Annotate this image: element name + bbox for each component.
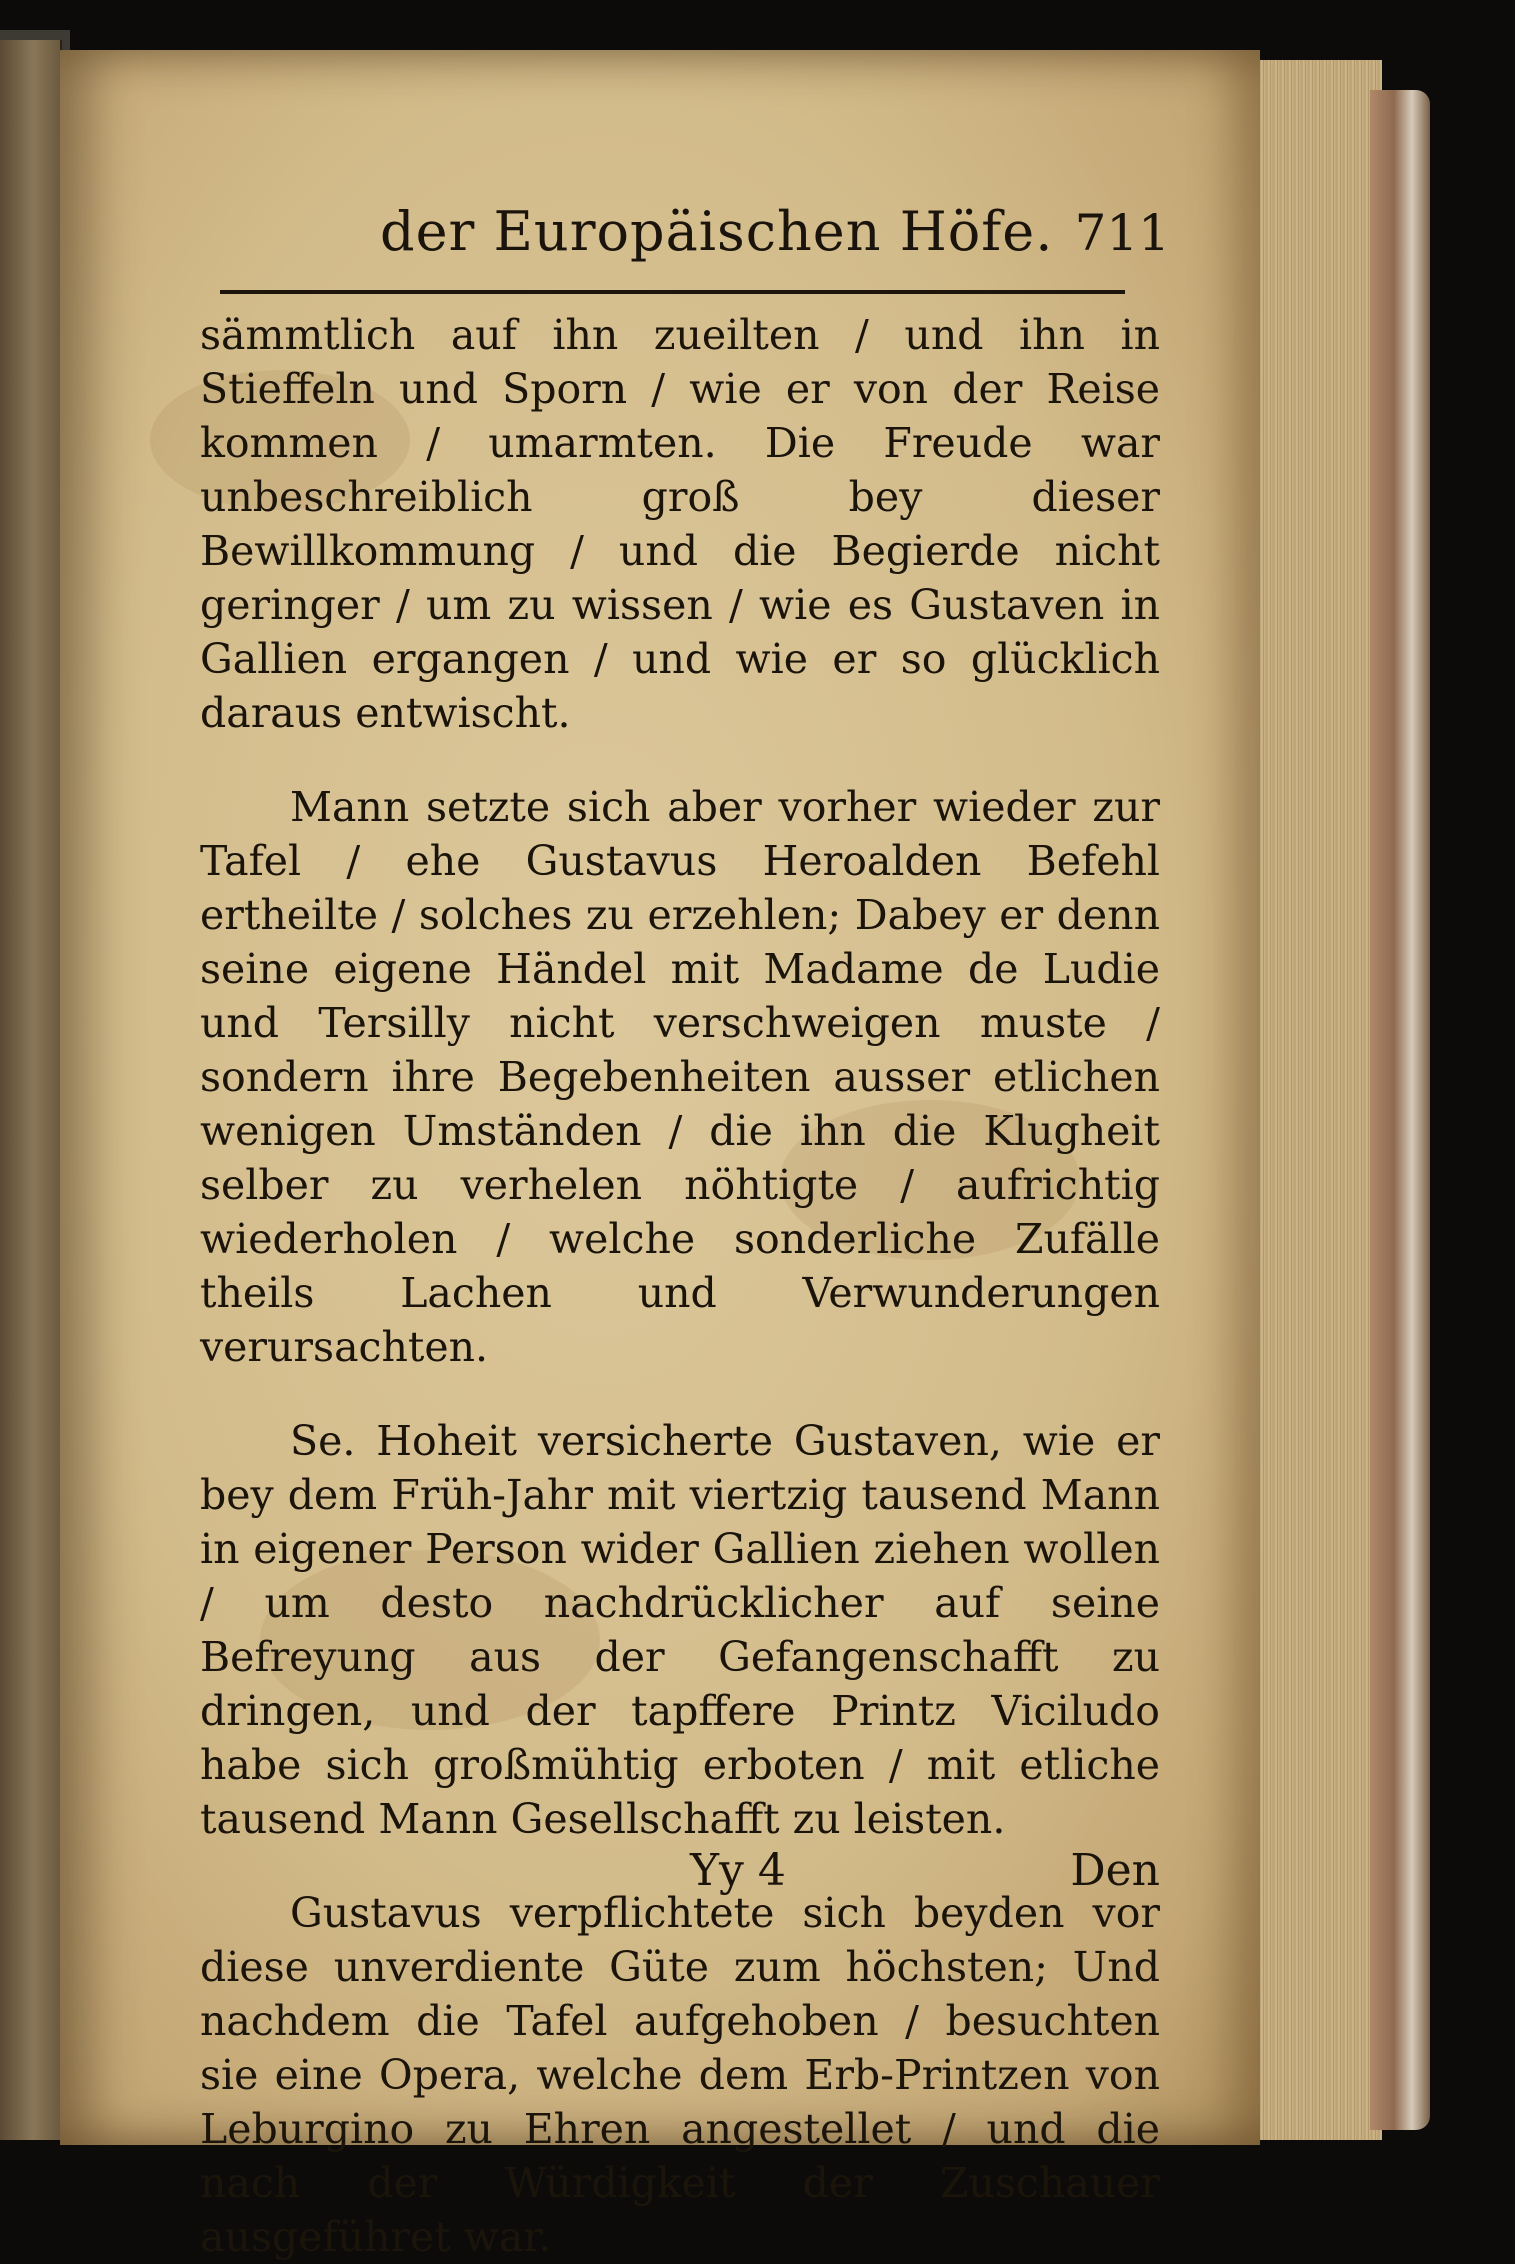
header-rule [220, 290, 1125, 294]
running-head [380, 200, 1170, 270]
paragraph: sämmtlich auf ihn zueilten / und ihn in Stieffeln und Sporn / wie er von der Reise kommen / umarmten. Die Freude war unbeschreiblich groß bey dieser Bewillkommung / und die Begierde nicht geringer / um zu wissen / wie es Gustaven in Gallien ergangen / und wie er so glücklich daraus entwischt. [200, 311, 1160, 737]
page-edges [1255, 60, 1382, 2140]
body-text [200, 308, 1160, 2264]
paragraph: Se. Hoheit versicherte Gustaven, wie er bey dem Früh-Jahr mit viertzig tausend Mann in eigener Person wider Gallien ziehen wollen / um desto nachdrücklicher auf seine Befreyung aus der Gefangenschafft zu dringen, und der tapffere Printz Viciludo habe sich großmühtig erboten / mit etliche tausend Mann Gesellschafft zu leisten. [200, 1417, 1160, 1843]
signature-mark: Yy 4 [690, 1845, 786, 1896]
facing-page-edge [0, 40, 62, 2140]
page-footer [200, 1845, 1160, 1905]
running-title: der Europäischen Höfe. [380, 200, 1054, 263]
catchword: Den [1070, 1845, 1160, 1896]
page [60, 50, 1260, 2261]
page-number: 711 [1074, 204, 1170, 262]
paragraph: Gustavus verpflichtete sich beyden vor diese unverdiente Güte zum höchsten; Und nachdem die Tafel aufgehoben / besuchten sie eine Opera, welche dem Erb-Printzen von Leburgino zu Ehren angestellet / und die nach der Würdigkeit der Zuschauer ausgeführet war. [200, 1889, 1160, 2261]
paragraph: Mann setzte sich aber vorher wieder zur Tafel / ehe Gustavus Heroalden Befehl ertheilte / solches zu erzehlen; Dabey er denn seine eigene Händel mit Madame de Ludie und Tersilly nicht verschweigen muste / sondern ihre Begebenheiten ausser etlichen wenigen Umständen / die ihn die Klugheit selber zu verhelen nöhtigte / aufrichtig wiederholen / welche sonderliche Zufälle theils Lachen und Verwunderungen verursachten. [200, 783, 1160, 1371]
book-cover-right [1370, 90, 1430, 2130]
